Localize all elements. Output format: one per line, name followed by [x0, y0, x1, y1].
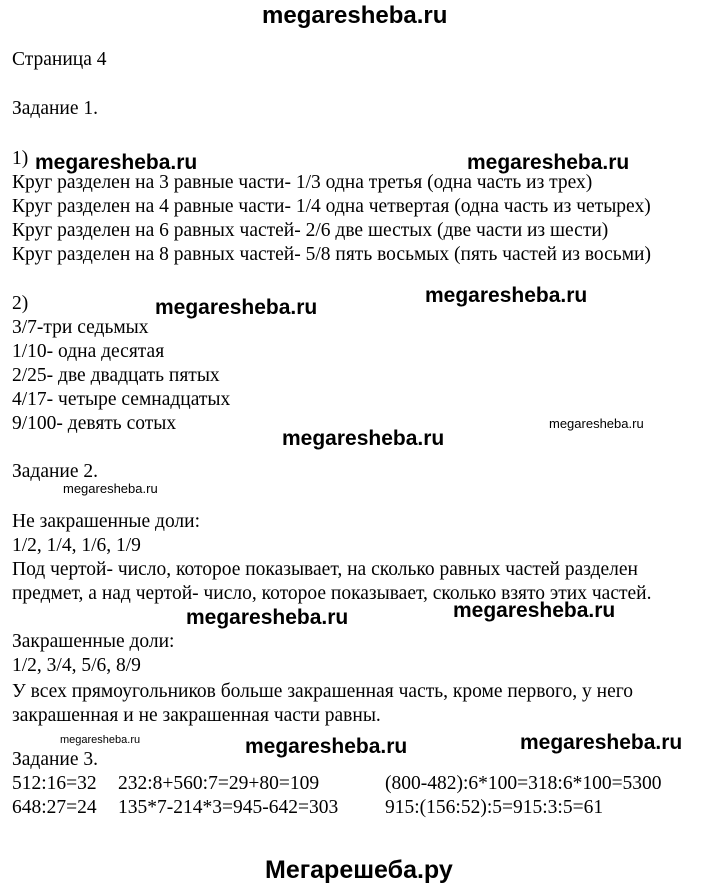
- watermark-text: megaresheba.ru: [425, 284, 588, 307]
- task1-part1-line: Круг разделен на 3 равные части- 1/3 одна третья (одна часть из трех): [12, 172, 593, 193]
- footer-watermark: Мегарешеба.ру: [265, 856, 453, 884]
- task1-part2-line: 1/10- одна десятая: [12, 341, 165, 362]
- watermark-text: megaresheba.ru: [282, 427, 445, 450]
- task3-cell: 512:16=32: [12, 773, 97, 794]
- task3-cell: (800-482):6*100=318:6*100=5300: [385, 773, 662, 794]
- watermark-text: megaresheba.ru: [520, 731, 683, 754]
- watermark-text: megaresheba.ru: [155, 296, 318, 319]
- task1-title: Задание 1.: [12, 98, 99, 119]
- task2-line: Не закрашенные доли:: [12, 511, 201, 532]
- watermark-text: megaresheba.ru: [186, 606, 349, 629]
- task1-part1-line: Круг разделен на 6 равных частей- 2/6 две шестых (две части из шести): [12, 220, 609, 241]
- task1-part1-line: Круг разделен на 8 равных частей- 5/8 пять восьмых (пять частей из восьми): [12, 244, 651, 265]
- task2-line: Под чертой- число, которое показывает, на сколько равных частей разделен: [12, 559, 638, 580]
- page-label: Страница 4: [12, 49, 107, 70]
- watermark-text: megaresheba.ru: [63, 481, 158, 496]
- watermark-text: megaresheba.ru: [453, 599, 616, 622]
- task3-cell: 135*7-214*3=945-642=303: [118, 797, 339, 818]
- task3-cell: 232:8+560:7=29+80=109: [118, 773, 320, 794]
- task2-line: закрашенная и не закрашенная части равны.: [12, 705, 381, 726]
- watermark-text: megaresheba.ru: [467, 151, 630, 174]
- task3-cell: 915:(156:52):5=915:3:5=61: [385, 797, 604, 818]
- task1-part1-line: Круг разделен на 4 равные части- 1/4 одна четвертая (одна часть из четырех): [12, 196, 651, 217]
- task1-part2-line: 3/7-три седьмых: [12, 317, 149, 338]
- task3-title: Задание 3.: [12, 749, 99, 770]
- watermark-text: megaresheba.ru: [35, 151, 198, 174]
- task3-cell: 648:27=24: [12, 797, 97, 818]
- header-watermark: megaresheba.ru: [262, 2, 448, 29]
- watermark-text: megaresheba.ru: [549, 416, 644, 431]
- task1-part2-line: 4/17- четыре семнадцатых: [12, 389, 231, 410]
- task2-line: 1/2, 1/4, 1/6, 1/9: [12, 535, 141, 556]
- task2-line: 1/2, 3/4, 5/6, 8/9: [12, 655, 141, 676]
- task1-part1-label: 1): [12, 148, 29, 169]
- watermark-text: megaresheba.ru: [245, 735, 408, 758]
- task2-line: Закрашенные доли:: [12, 631, 175, 652]
- task1-part2-line: 2/25- две двадцать пятых: [12, 365, 220, 386]
- task2-line: У всех прямоугольников больше закрашенная часть, кроме первого, у него: [12, 681, 634, 702]
- task1-part2-label: 2): [12, 293, 29, 314]
- task2-title: Задание 2.: [12, 461, 99, 482]
- task2-line: предмет, а над чертой- число, которое показывает, сколько взято этих частей.: [12, 583, 652, 604]
- task1-part2-line: 9/100- девять сотых: [12, 413, 177, 434]
- watermark-text: megaresheba.ru: [60, 734, 141, 746]
